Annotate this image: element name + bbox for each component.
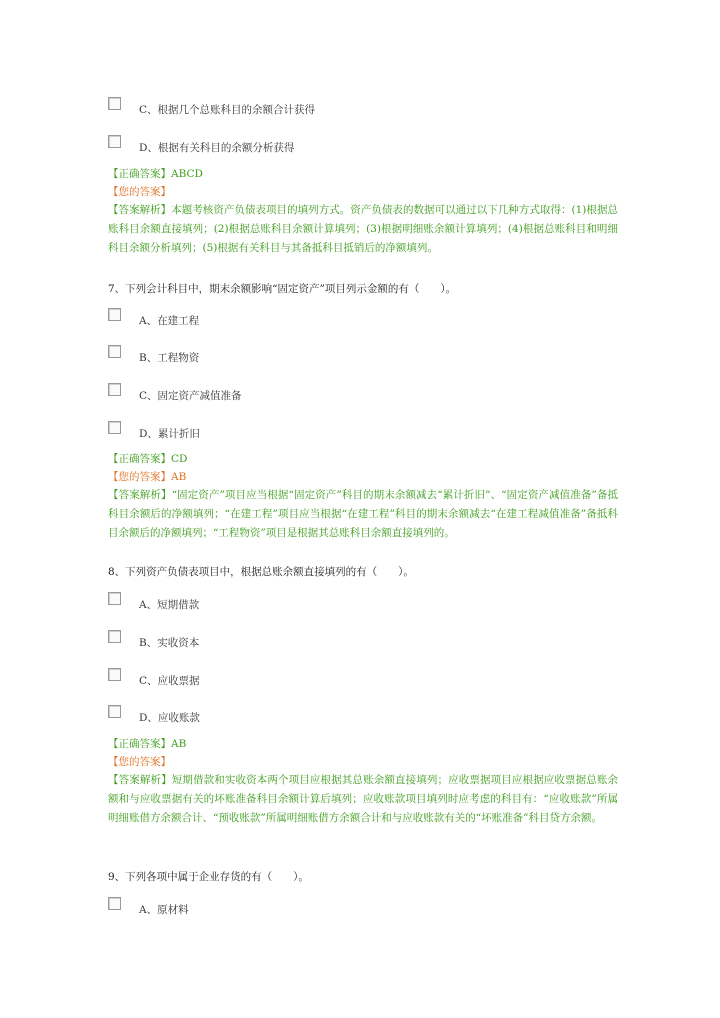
option-label: C、固定资产减值准备 [139, 390, 242, 402]
checkbox[interactable] [108, 135, 121, 148]
option-label: A、原材料 [139, 904, 189, 916]
q7-your-answer: 【您的答案】AB [108, 471, 187, 483]
q8-option-b[interactable] [108, 635, 199, 650]
checkbox[interactable] [108, 897, 121, 910]
option-label: A、短期借款 [139, 599, 200, 611]
checkbox[interactable] [108, 383, 121, 396]
q7-option-b[interactable] [108, 350, 199, 365]
q8-question: 8、下列资产负债表项目中，根据总账余额直接填列的有（ ）。 [108, 566, 414, 578]
q6-your-answer: 【您的答案】 [108, 186, 171, 198]
q8-option-d[interactable] [108, 710, 200, 725]
q8-correct-answer: 【正确答案】AB [108, 738, 187, 750]
option-label: B、实收资本 [139, 637, 200, 649]
q7-analysis: 【答案解析】“固定资产”项目应当根据“固定资产”科目的期末余额减去“累计折旧”、“固定资产减值准备”备抵科目余额后的净额填列；“在建工程”项目应当根据“在建工程”科目的期末余额减去“在建工程减值准备”备抵科目余额后的净额填列；“工程物资”项目是根据其总账科目余额直接填列的。 [108, 489, 618, 539]
option-label: C、根据几个总账科目的余额合计获得 [139, 104, 316, 116]
checkbox[interactable] [108, 421, 121, 434]
q8-option-a[interactable] [108, 597, 199, 612]
q7-option-c[interactable] [108, 388, 242, 403]
checkbox[interactable] [108, 308, 121, 321]
q8-analysis: 【答案解析】短期借款和实收资本两个项目应根据其总账余额直接填列；应收票据项目应根据应收票据总账余额和与应收票据有关的坏账准备科目余额计算后填列；应收账款项目填列时应考虑的科目有：“应收账款”所属明细账借方余额合计、“预收账款”所属明细账借方余额合计和与应收账款有关的“坏账准备”科目贷方余额。 [108, 774, 618, 824]
q8-your-answer: 【您的答案】 [108, 756, 171, 768]
q9-question: 9、下列各项中属于企业存货的有（ ）。 [108, 871, 309, 883]
q7-question: 7、下列会计科目中，期末余额影响“固定资产”项目列示金额的有（ ）。 [108, 283, 457, 295]
checkbox[interactable] [108, 668, 121, 681]
checkbox[interactable] [108, 97, 121, 110]
q7-option-a[interactable] [108, 313, 199, 328]
checkbox[interactable] [108, 705, 121, 718]
q6-analysis: 【答案解析】本题考核资产负债表项目的填列方式。资产负债表的数据可以通过以下几种方式取得：(1)根据总账科目余额直接填列；(2)根据总账科目余额计算填列；(3)根据明细账余额计算填列；(4)根据总账科目和明细科目余额分析填列；(5)根据有关科目与其备抵科目抵销后的净额填列。 [108, 204, 618, 254]
checkbox[interactable] [108, 630, 121, 643]
checkbox[interactable] [108, 345, 121, 358]
q7-correct-answer: 【正确答案】CD [108, 453, 188, 465]
q8-option-c[interactable] [108, 673, 200, 688]
option-label: B、工程物资 [139, 352, 200, 364]
q6-correct-answer: 【正确答案】ABCD [108, 168, 203, 180]
option-label: D、根据有关科目的余额分析获得 [139, 142, 295, 154]
q7-option-d[interactable] [108, 426, 200, 441]
option-label: D、应收账款 [139, 712, 200, 724]
option-label: C、应收票据 [139, 675, 200, 687]
checkbox[interactable] [108, 592, 121, 605]
option-label: A、在建工程 [139, 315, 200, 327]
q6-option-d[interactable] [108, 140, 294, 155]
option-label: D、累计折旧 [139, 428, 200, 440]
q9-option-a[interactable] [108, 902, 189, 917]
q6-option-c[interactable] [108, 102, 315, 117]
